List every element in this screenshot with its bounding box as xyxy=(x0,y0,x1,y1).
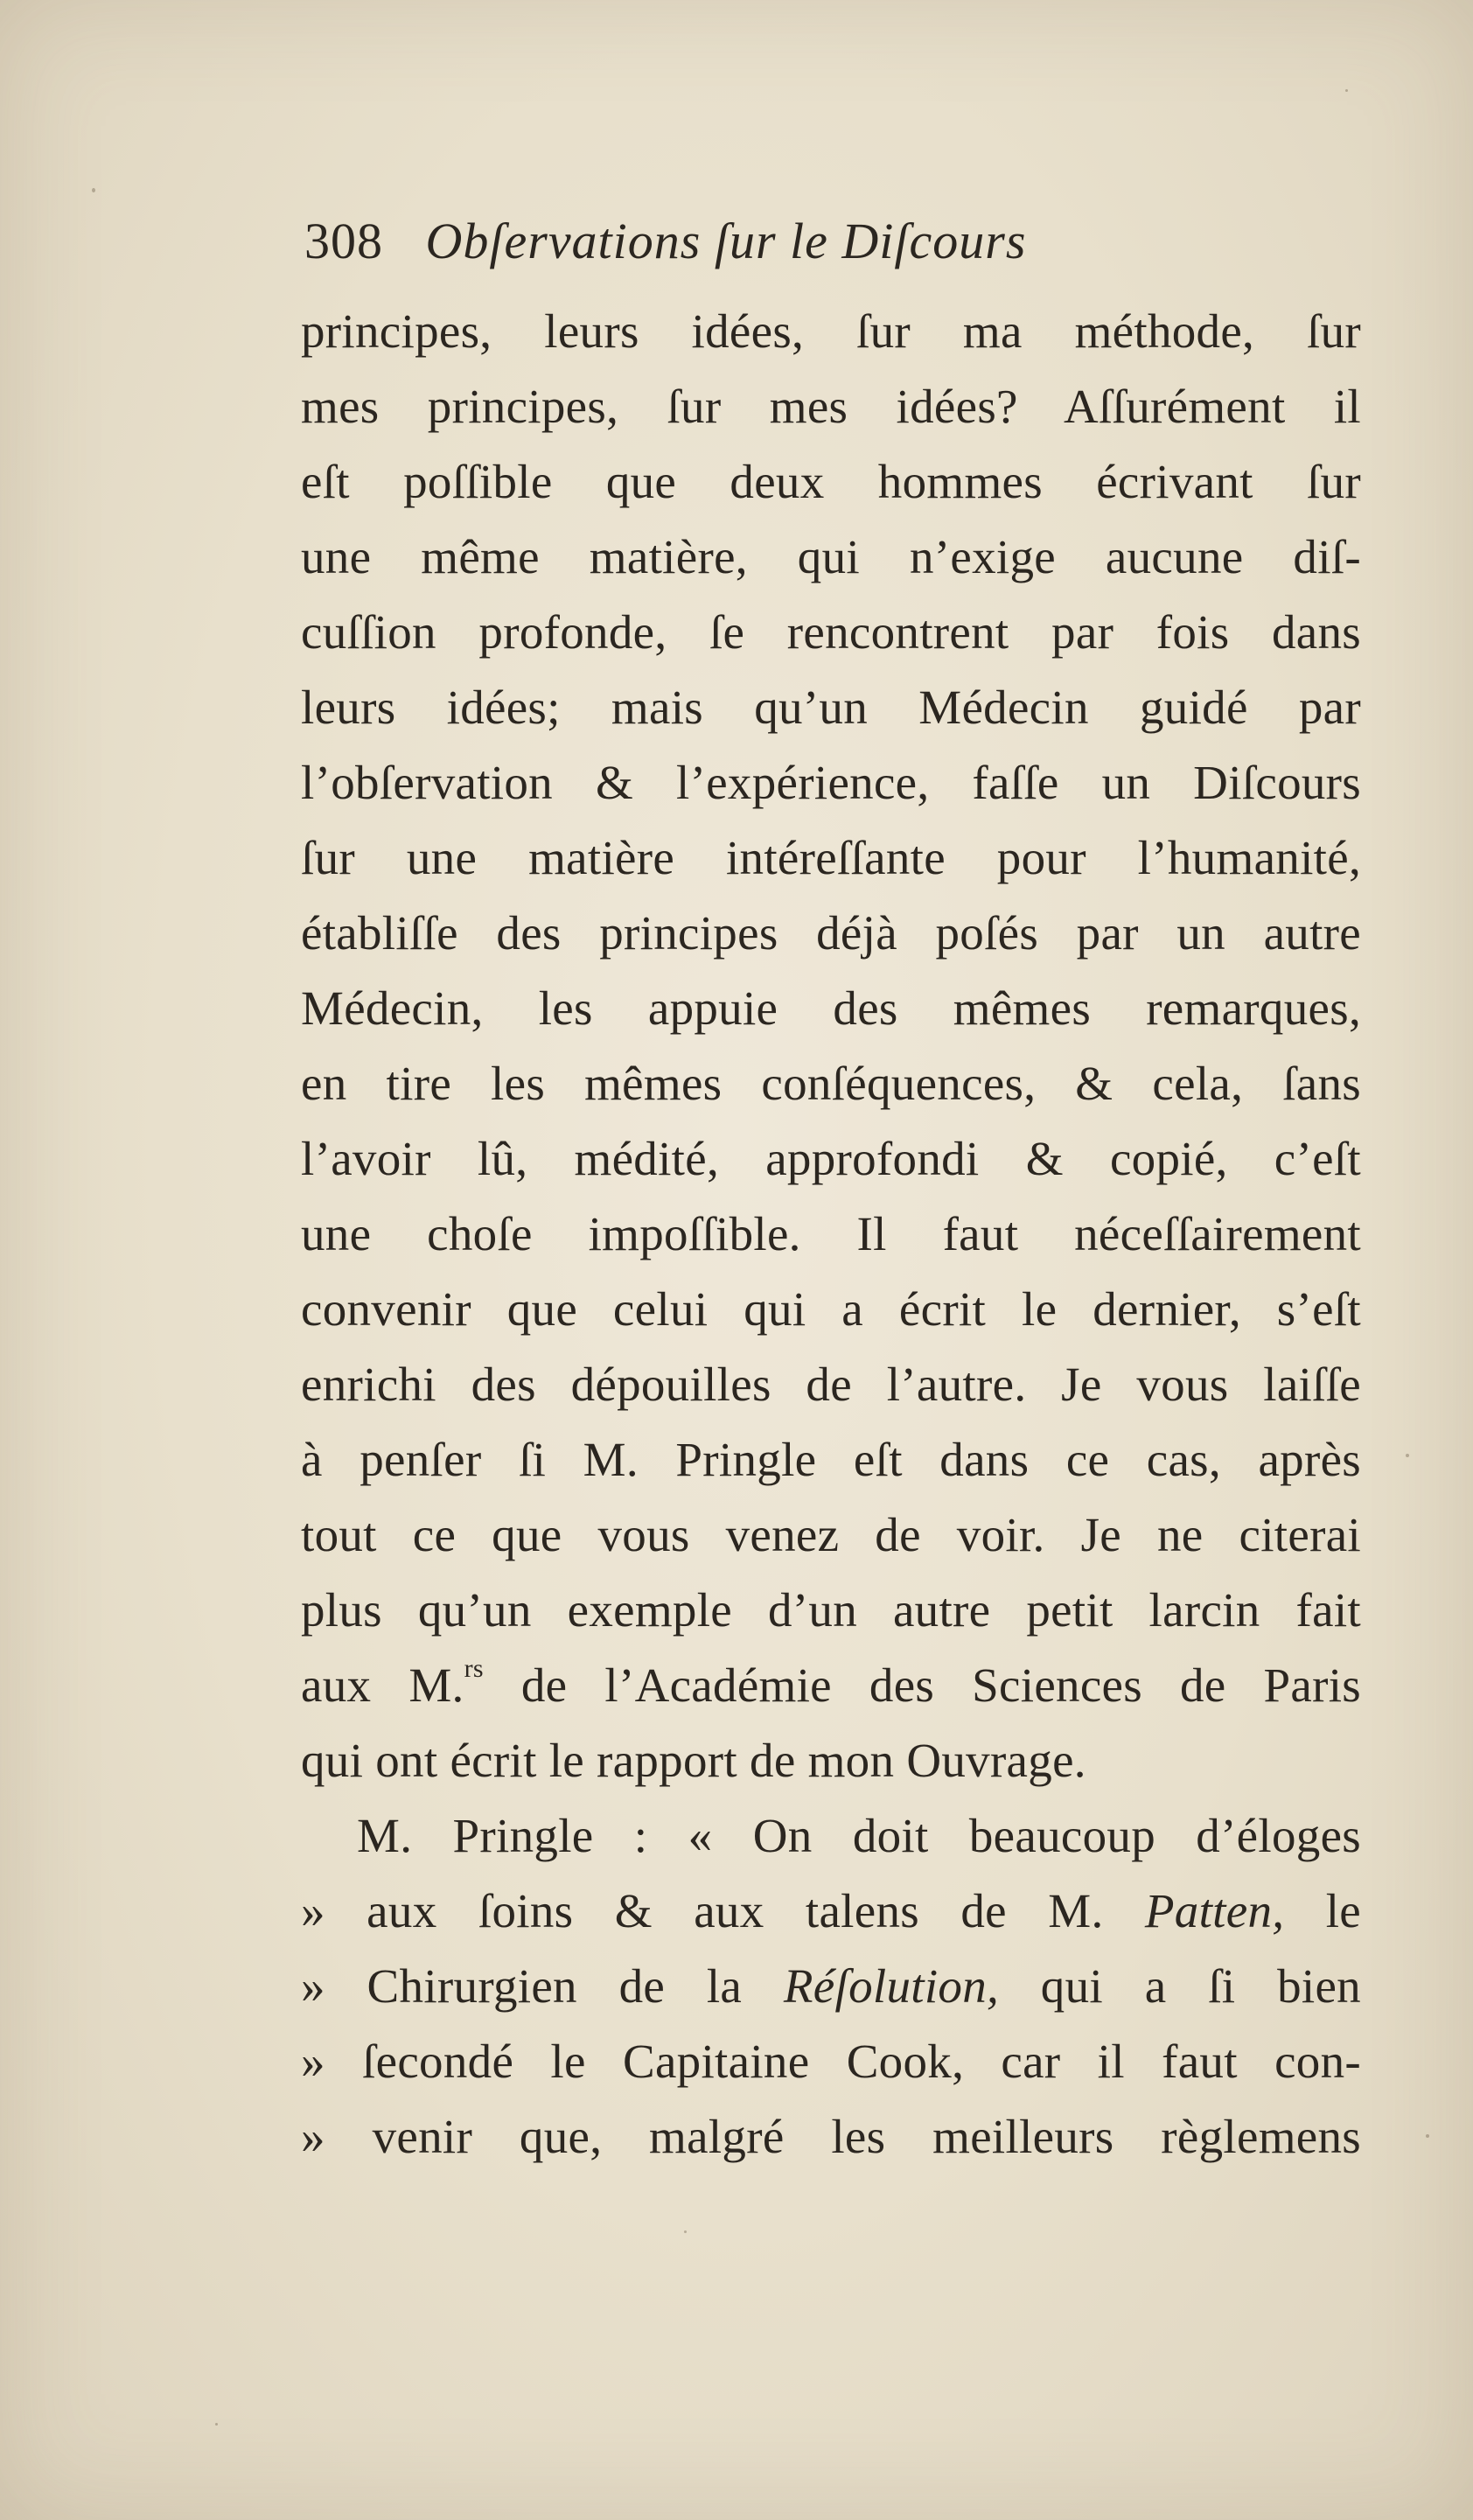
superscript: rs xyxy=(464,1654,484,1683)
text-fragment: de l’Académie des Sciences de Paris xyxy=(483,1658,1361,1712)
quotation-line xyxy=(301,1949,1361,2024)
text-line: tout ce que vous venez de voir. Je ne citerai xyxy=(301,1508,1361,1561)
text-line: ſur une matière intéreſſante pour l’humanité, xyxy=(301,831,1361,884)
text-line: Médecin, les appuie des mêmes remarques, xyxy=(301,981,1361,1035)
text-line: une même matière, qui n’exige aucune diſ- xyxy=(301,530,1361,583)
quotation-opening-line: M. Pringle : « On doit beaucoup d’éloges xyxy=(357,1809,1361,1862)
text-line-with-superscript xyxy=(301,1648,1361,1723)
paper-speck xyxy=(215,2423,218,2426)
italic-ship-name: Réſolution, xyxy=(783,1959,1000,2013)
text-line: plus qu’un exemple d’un autre petit larcin fait xyxy=(301,1583,1361,1637)
italic-name: Patten, xyxy=(1144,1884,1285,1937)
paper-speck xyxy=(1345,89,1348,92)
text-line: convenir que celui qui a écrit le dernier, s’eſt xyxy=(301,1282,1361,1336)
text-line: mes principes, ſur mes idées? Aſſurément il xyxy=(301,380,1361,433)
body-text xyxy=(301,294,1361,2174)
paper-speck xyxy=(1406,1454,1409,1457)
paper-speck xyxy=(92,188,95,192)
page-number: 308 xyxy=(304,213,383,269)
text-fragment: » aux ſoins & aux talens de M. xyxy=(301,1884,1145,1937)
text-fragment: » Chirurgien de la xyxy=(301,1959,784,2013)
paragraph-end-line: qui ont écrit le rapport de mon Ouvrage. xyxy=(301,1734,1086,1787)
text-line: établiſſe des principes déjà poſés par un autre xyxy=(301,906,1361,960)
text-fragment: aux M. xyxy=(301,1658,464,1712)
text-line: l’avoir lû, médité, approfondi & copié, c’eſt xyxy=(301,1132,1361,1185)
text-line: une choſe impoſſible. Il faut néceſſairement xyxy=(301,1207,1361,1260)
text-line: enrichi des dépouilles de l’autre. Je vous laiſſe xyxy=(301,1358,1361,1411)
text-line: eſt poſſible que deux hommes écrivant ſur xyxy=(301,455,1361,508)
text-line: cuſſion profonde, ſe rencontrent par fois dans xyxy=(301,605,1361,659)
running-header xyxy=(304,206,1214,276)
text-line: en tire les mêmes conſéquences, & cela, ſans xyxy=(301,1057,1361,1110)
paper-speck xyxy=(684,2230,687,2233)
text-fragment: le xyxy=(1284,1884,1361,1937)
text-line: l’obſervation & l’expérience, faſſe un Diſcours xyxy=(301,756,1361,809)
quotation-line xyxy=(301,1874,1361,1949)
text-line: principes, leurs idées, ſur ma méthode, ſur xyxy=(301,304,1361,358)
text-fragment: qui a ſi bien xyxy=(999,1959,1361,2013)
paper-speck xyxy=(1426,2134,1429,2138)
text-line: à penſer ſi M. Pringle eſt dans ce cas, après xyxy=(301,1433,1361,1486)
quotation-line: » ſecondé le Capitaine Cook, car il faut con- xyxy=(301,2035,1361,2088)
text-line: leurs idées; mais qu’un Médecin guidé par xyxy=(301,681,1361,734)
running-title: Obſervations ſur le Diſcours xyxy=(425,213,1027,269)
quotation-line: » venir que, malgré les meilleurs règlemens xyxy=(301,2110,1361,2163)
